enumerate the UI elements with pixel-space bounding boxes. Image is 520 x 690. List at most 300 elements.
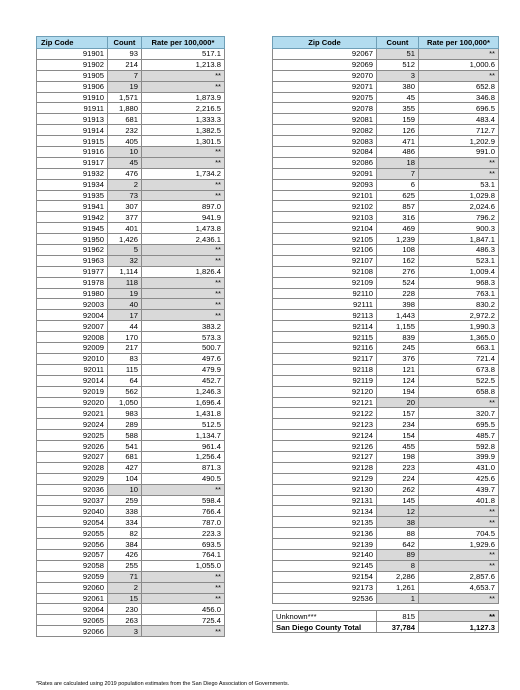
zip-code-cell: 92069 xyxy=(273,59,377,70)
zip-code-cell: 92127 xyxy=(273,451,377,462)
count-cell: 455 xyxy=(377,441,419,452)
table-row xyxy=(273,451,499,462)
zip-code-cell: 91932 xyxy=(37,168,108,179)
table-row xyxy=(37,277,225,288)
zip-code-cell: 92108 xyxy=(273,266,377,277)
rate-cell: ** xyxy=(142,190,225,201)
table-row xyxy=(37,245,225,256)
rate-cell: 486.3 xyxy=(419,245,499,256)
rate-cell: 1,301.5 xyxy=(142,136,225,147)
zip-code-cell: 92064 xyxy=(37,604,108,615)
count-cell: 89 xyxy=(377,549,419,560)
rate-cell: 425.6 xyxy=(419,473,499,484)
count-cell: 642 xyxy=(377,539,419,550)
total-label: San Diego County Total xyxy=(273,622,377,633)
rate-cell: 652.8 xyxy=(419,81,499,92)
table-row xyxy=(273,397,499,408)
zip-code-cell: 92014 xyxy=(37,375,108,386)
rate-cell: 1,431.8 xyxy=(142,408,225,419)
table-row xyxy=(273,201,499,212)
table-row xyxy=(37,484,225,495)
table-row xyxy=(273,593,499,604)
count-cell: 17 xyxy=(108,310,142,321)
count-cell: 316 xyxy=(377,212,419,223)
count-cell: 6 xyxy=(377,179,419,190)
rate-cell: 830.2 xyxy=(419,299,499,310)
zip-code-cell: 92135 xyxy=(273,517,377,528)
table-row xyxy=(37,375,225,386)
rate-header: Rate per 100,000* xyxy=(142,37,225,49)
rate-cell: 485.7 xyxy=(419,430,499,441)
table-row xyxy=(37,604,225,615)
count-cell: 234 xyxy=(377,419,419,430)
zip-table-right xyxy=(272,36,499,633)
count-cell: 2,286 xyxy=(377,571,419,582)
rate-cell: 764.1 xyxy=(142,549,225,560)
rate-cell: ** xyxy=(419,517,499,528)
table-row xyxy=(273,495,499,506)
count-cell: 338 xyxy=(108,506,142,517)
zip-code-cell: 92057 xyxy=(37,549,108,560)
count-cell: 307 xyxy=(108,201,142,212)
rate-cell: 512.5 xyxy=(142,419,225,430)
rate-cell: 483.4 xyxy=(419,114,499,125)
count-cell: 71 xyxy=(108,571,142,582)
table-row xyxy=(37,190,225,201)
zip-code-cell: 91902 xyxy=(37,59,108,70)
rate-cell: 693.5 xyxy=(142,539,225,550)
zip-code-cell: 91914 xyxy=(37,125,108,136)
table-row xyxy=(273,288,499,299)
rate-cell: ** xyxy=(142,582,225,593)
zip-code-cell: 91906 xyxy=(37,81,108,92)
table-row xyxy=(273,441,499,452)
rate-cell: 53.1 xyxy=(419,179,499,190)
zip-code-cell: 92154 xyxy=(273,571,377,582)
rate-cell: ** xyxy=(419,593,499,604)
rate-cell: ** xyxy=(142,245,225,256)
rate-cell: ** xyxy=(142,81,225,92)
table-row xyxy=(273,430,499,441)
zip-code-cell: 91916 xyxy=(37,147,108,158)
rate-cell: 2,024.6 xyxy=(419,201,499,212)
rate-cell: 320.7 xyxy=(419,408,499,419)
zip-code-cell: 92067 xyxy=(273,49,377,60)
zip-code-cell: 91935 xyxy=(37,190,108,201)
rate-cell: 517.1 xyxy=(142,49,225,60)
table-row xyxy=(37,626,225,637)
count-cell: 159 xyxy=(377,114,419,125)
count-cell: 405 xyxy=(108,136,142,147)
zip-code-cell: 92130 xyxy=(273,484,377,495)
zip-code-cell: 92101 xyxy=(273,190,377,201)
count-cell: 259 xyxy=(108,495,142,506)
count-cell: 45 xyxy=(377,92,419,103)
table-row xyxy=(273,473,499,484)
rate-cell: 796.2 xyxy=(419,212,499,223)
rate-cell: 573.3 xyxy=(142,332,225,343)
rate-cell: 991.0 xyxy=(419,147,499,158)
count-cell: 681 xyxy=(108,114,142,125)
zip-code-cell: 92078 xyxy=(273,103,377,114)
table-row xyxy=(273,539,499,550)
zip-code-cell: 92082 xyxy=(273,125,377,136)
rate-cell: 1,990.3 xyxy=(419,321,499,332)
count-cell: 88 xyxy=(377,528,419,539)
count-cell: 355 xyxy=(377,103,419,114)
table-row xyxy=(273,321,499,332)
table-row xyxy=(37,266,225,277)
table-row xyxy=(273,549,499,560)
zip-code-cell: 91962 xyxy=(37,245,108,256)
count-cell: 232 xyxy=(108,125,142,136)
zip-code-cell: 92173 xyxy=(273,582,377,593)
zip-code-cell: 92103 xyxy=(273,212,377,223)
zip-code-cell: 92028 xyxy=(37,462,108,473)
rate-cell: ** xyxy=(142,593,225,604)
zip-code-cell: 92007 xyxy=(37,321,108,332)
table-row xyxy=(37,70,225,81)
zip-code-cell: 91941 xyxy=(37,201,108,212)
rate-cell: 4,653.7 xyxy=(419,582,499,593)
count-cell: 32 xyxy=(108,255,142,266)
table-row xyxy=(273,234,499,245)
table-row xyxy=(273,179,499,190)
count-cell: 524 xyxy=(377,277,419,288)
table-row xyxy=(37,473,225,484)
table-row xyxy=(273,49,499,60)
count-cell: 198 xyxy=(377,451,419,462)
count-cell: 1,426 xyxy=(108,234,142,245)
rate-cell: 1,734.2 xyxy=(142,168,225,179)
rate-cell: ** xyxy=(142,157,225,168)
rate-cell: 1,696.4 xyxy=(142,397,225,408)
rate-cell: 696.5 xyxy=(419,103,499,114)
table-row xyxy=(37,288,225,299)
table-row xyxy=(37,201,225,212)
count-cell: 228 xyxy=(377,288,419,299)
count-cell: 18 xyxy=(377,157,419,168)
rate-cell: 490.5 xyxy=(142,473,225,484)
rate-cell: 763.1 xyxy=(419,288,499,299)
count-cell: 124 xyxy=(377,375,419,386)
zip-code-cell: 92056 xyxy=(37,539,108,550)
rate-cell: 673.8 xyxy=(419,364,499,375)
table-row xyxy=(37,462,225,473)
rate-cell: 399.9 xyxy=(419,451,499,462)
unknown-label: Unknown*** xyxy=(273,611,377,622)
zip-code-cell: 92084 xyxy=(273,147,377,158)
rate-cell: 1,333.3 xyxy=(142,114,225,125)
zip-code-cell: 92107 xyxy=(273,255,377,266)
rate-cell: 1,029.8 xyxy=(419,190,499,201)
zip-code-cell: 92086 xyxy=(273,157,377,168)
count-cell: 20 xyxy=(377,397,419,408)
count-cell: 83 xyxy=(108,353,142,364)
zip-code-cell: 92059 xyxy=(37,571,108,582)
table-row xyxy=(37,517,225,528)
rate-cell: 1,000.6 xyxy=(419,59,499,70)
count-cell: 3 xyxy=(108,626,142,637)
table-row xyxy=(37,223,225,234)
count-cell: 983 xyxy=(108,408,142,419)
zip-code-cell: 91910 xyxy=(37,92,108,103)
count-cell: 469 xyxy=(377,223,419,234)
count-cell: 486 xyxy=(377,147,419,158)
rate-cell: 658.8 xyxy=(419,386,499,397)
count-cell: 118 xyxy=(108,277,142,288)
table-row xyxy=(37,103,225,114)
rate-cell: 439.7 xyxy=(419,484,499,495)
zip-code-cell: 92003 xyxy=(37,299,108,310)
rate-cell: 663.1 xyxy=(419,343,499,354)
rate-cell: ** xyxy=(142,571,225,582)
count-cell: 334 xyxy=(108,517,142,528)
zip-code-cell: 92128 xyxy=(273,462,377,473)
count-cell: 82 xyxy=(108,528,142,539)
table-row xyxy=(273,190,499,201)
zip-code-cell: 92136 xyxy=(273,528,377,539)
count-cell: 93 xyxy=(108,49,142,60)
table-row xyxy=(37,495,225,506)
zip-code-cell: 92036 xyxy=(37,484,108,495)
zip-code-cell: 91945 xyxy=(37,223,108,234)
zip-code-cell: 92124 xyxy=(273,430,377,441)
zip-code-cell: 92145 xyxy=(273,560,377,571)
count-cell: 45 xyxy=(108,157,142,168)
rate-cell: 497.6 xyxy=(142,353,225,364)
zip-code-cell: 92004 xyxy=(37,310,108,321)
table-row xyxy=(37,571,225,582)
rate-cell: 1,256.4 xyxy=(142,451,225,462)
table-row xyxy=(37,168,225,179)
table-row xyxy=(273,245,499,256)
rate-cell: 2,857.6 xyxy=(419,571,499,582)
table-row xyxy=(37,157,225,168)
rate-cell: 1,826.4 xyxy=(142,266,225,277)
table-row xyxy=(37,179,225,190)
rate-cell: 2,972.2 xyxy=(419,310,499,321)
zip-code-header: Zip Code xyxy=(37,37,108,49)
zip-code-cell: 92011 xyxy=(37,364,108,375)
zip-code-cell: 92055 xyxy=(37,528,108,539)
zip-code-cell: 92021 xyxy=(37,408,108,419)
zip-code-cell: 92024 xyxy=(37,419,108,430)
zip-code-cell: 92536 xyxy=(273,593,377,604)
count-cell: 1,880 xyxy=(108,103,142,114)
count-cell: 1,239 xyxy=(377,234,419,245)
table-row xyxy=(273,484,499,495)
table-row xyxy=(37,49,225,60)
count-cell: 857 xyxy=(377,201,419,212)
zip-code-cell: 92106 xyxy=(273,245,377,256)
table-row xyxy=(273,375,499,386)
count-cell: 1,261 xyxy=(377,582,419,593)
zip-code-cell: 92134 xyxy=(273,506,377,517)
header-row xyxy=(273,37,499,49)
count-cell: 471 xyxy=(377,136,419,147)
count-cell: 384 xyxy=(108,539,142,550)
rate-cell: 479.9 xyxy=(142,364,225,375)
table-row xyxy=(37,364,225,375)
table-row xyxy=(37,430,225,441)
rate-cell: 1,246.3 xyxy=(142,386,225,397)
rate-cell: 704.5 xyxy=(419,528,499,539)
count-cell: 380 xyxy=(377,81,419,92)
count-cell: 3 xyxy=(377,70,419,81)
count-cell: 223 xyxy=(377,462,419,473)
count-cell: 512 xyxy=(377,59,419,70)
rate-cell: 401.8 xyxy=(419,495,499,506)
rate-cell: ** xyxy=(142,626,225,637)
table-row xyxy=(37,539,225,550)
rate-cell: ** xyxy=(419,70,499,81)
rate-cell: 1,009.4 xyxy=(419,266,499,277)
zip-code-cell: 92120 xyxy=(273,386,377,397)
count-cell: 214 xyxy=(108,59,142,70)
count-cell: 376 xyxy=(377,353,419,364)
zip-code-cell: 92111 xyxy=(273,299,377,310)
zip-code-cell: 91980 xyxy=(37,288,108,299)
table-row xyxy=(273,168,499,179)
zip-code-cell: 92123 xyxy=(273,419,377,430)
count-cell: 10 xyxy=(108,147,142,158)
table-row xyxy=(273,212,499,223)
rate-cell: 598.4 xyxy=(142,495,225,506)
rate-cell: 1,473.8 xyxy=(142,223,225,234)
rate-cell: 721.4 xyxy=(419,353,499,364)
zip-code-cell: 92070 xyxy=(273,70,377,81)
zip-code-cell: 92110 xyxy=(273,288,377,299)
rate-header: Rate per 100,000* xyxy=(419,37,499,49)
table-row xyxy=(273,136,499,147)
count-cell: 5 xyxy=(108,245,142,256)
table-row xyxy=(37,321,225,332)
zip-code-cell: 92122 xyxy=(273,408,377,419)
zip-code-cell: 92058 xyxy=(37,560,108,571)
rate-cell: 223.3 xyxy=(142,528,225,539)
count-cell: 541 xyxy=(108,441,142,452)
rate-cell: ** xyxy=(419,506,499,517)
zip-code-cell: 92054 xyxy=(37,517,108,528)
zip-code-cell: 92093 xyxy=(273,179,377,190)
table-row xyxy=(273,582,499,593)
count-cell: 1,443 xyxy=(377,310,419,321)
table-row xyxy=(273,560,499,571)
count-cell: 224 xyxy=(377,473,419,484)
zip-code-cell: 92008 xyxy=(37,332,108,343)
table-row xyxy=(37,212,225,223)
zip-code-cell: 92061 xyxy=(37,593,108,604)
table-row xyxy=(37,114,225,125)
count-cell: 1,155 xyxy=(377,321,419,332)
rate-cell: ** xyxy=(142,255,225,266)
count-cell: 121 xyxy=(377,364,419,375)
count-cell: 230 xyxy=(108,604,142,615)
zip-code-cell: 92104 xyxy=(273,223,377,234)
zip-code-cell: 92113 xyxy=(273,310,377,321)
rate-cell: 712.7 xyxy=(419,125,499,136)
table-row xyxy=(273,386,499,397)
table-row xyxy=(273,70,499,81)
table-row xyxy=(37,528,225,539)
header-row xyxy=(37,37,225,49)
rate-cell: ** xyxy=(142,70,225,81)
rate-cell: 897.0 xyxy=(142,201,225,212)
table-row xyxy=(37,343,225,354)
count-cell: 19 xyxy=(108,288,142,299)
count-cell: 44 xyxy=(108,321,142,332)
count-cell: 1,571 xyxy=(108,92,142,103)
total-row xyxy=(273,622,499,633)
rate-cell: 968.3 xyxy=(419,277,499,288)
zip-code-cell: 91963 xyxy=(37,255,108,266)
zip-code-cell: 92075 xyxy=(273,92,377,103)
count-cell: 276 xyxy=(377,266,419,277)
count-cell: 64 xyxy=(108,375,142,386)
table-row xyxy=(37,408,225,419)
table-row xyxy=(37,593,225,604)
table-row xyxy=(273,114,499,125)
table-row xyxy=(37,419,225,430)
count-cell: 2 xyxy=(108,179,142,190)
table-row xyxy=(273,223,499,234)
table-row xyxy=(273,103,499,114)
rate-cell: 2,216.5 xyxy=(142,103,225,114)
table-row xyxy=(273,147,499,158)
rate-cell: 1,365.0 xyxy=(419,332,499,343)
table-row xyxy=(273,59,499,70)
unknown-count: 815 xyxy=(377,611,419,622)
count-cell: 145 xyxy=(377,495,419,506)
count-cell: 588 xyxy=(108,430,142,441)
table-row xyxy=(37,59,225,70)
count-cell: 170 xyxy=(108,332,142,343)
zip-code-cell: 92081 xyxy=(273,114,377,125)
count-cell: 7 xyxy=(108,70,142,81)
rate-cell: ** xyxy=(419,168,499,179)
table-row xyxy=(273,266,499,277)
table-row xyxy=(273,364,499,375)
table-row xyxy=(37,397,225,408)
rate-cell: 523.1 xyxy=(419,255,499,266)
count-cell: 839 xyxy=(377,332,419,343)
zip-table-left xyxy=(36,36,225,637)
unknown-rate: ** xyxy=(419,611,499,622)
table-row xyxy=(273,517,499,528)
rate-cell: 1,847.1 xyxy=(419,234,499,245)
count-cell: 115 xyxy=(108,364,142,375)
rate-cell: ** xyxy=(419,560,499,571)
count-cell: 1,114 xyxy=(108,266,142,277)
count-cell: 401 xyxy=(108,223,142,234)
zip-code-cell: 91913 xyxy=(37,114,108,125)
table-row xyxy=(37,92,225,103)
count-cell: 51 xyxy=(377,49,419,60)
zip-code-cell: 91901 xyxy=(37,49,108,60)
rate-cell: 1,202.9 xyxy=(419,136,499,147)
table-row xyxy=(37,81,225,92)
count-cell: 73 xyxy=(108,190,142,201)
count-cell: 289 xyxy=(108,419,142,430)
zip-code-cell: 92065 xyxy=(37,615,108,626)
table-row xyxy=(37,353,225,364)
zip-code-cell: 91917 xyxy=(37,157,108,168)
zip-code-cell: 92109 xyxy=(273,277,377,288)
zip-code-cell: 92066 xyxy=(37,626,108,637)
count-cell: 262 xyxy=(377,484,419,495)
rate-cell: 456.0 xyxy=(142,604,225,615)
